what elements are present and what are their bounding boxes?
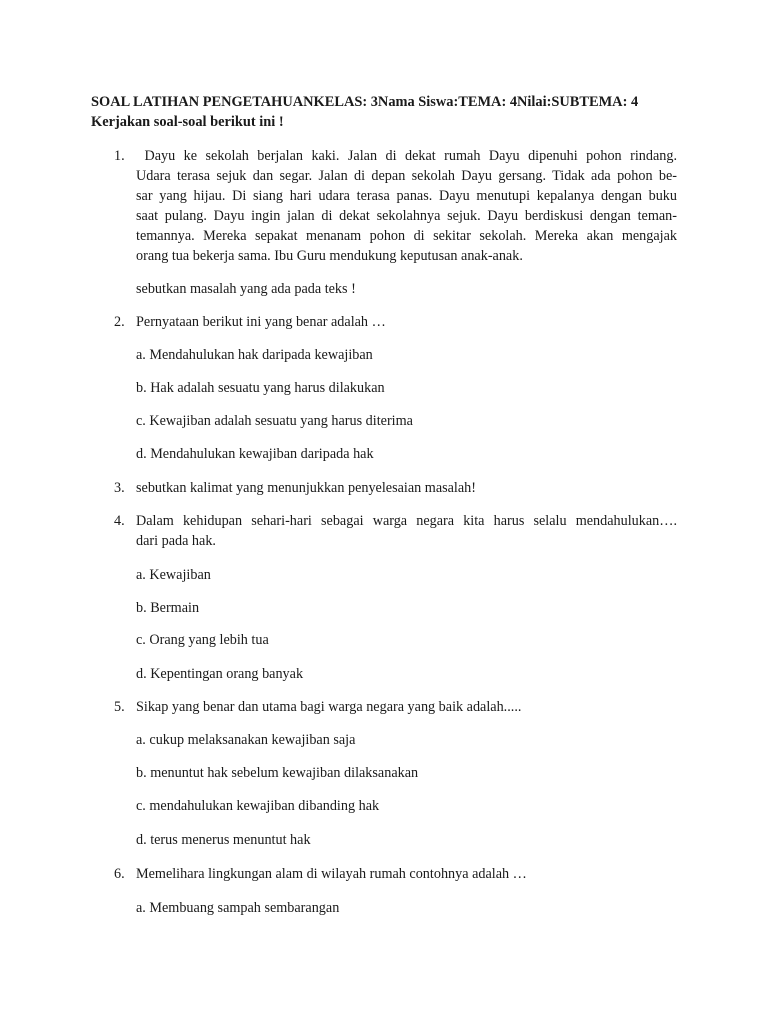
passage-line: orang tua bekerja sama. Ibu Guru mendukung keputusan anak-anak. — [136, 248, 523, 264]
question-text: Memelihara lingkungan alam di wilayah rumah contohnya adalah … — [136, 866, 527, 882]
answer-option: d. Mendahulukan kewajiban daripada hak — [136, 446, 374, 462]
answer-option: a. Mendahulukan hak daripada kewajiban — [136, 347, 373, 363]
question-number: 6. — [114, 866, 125, 882]
passage-line: sar yang hijau. Di siang hari udara terasa panas. Dayu menutupi kepalanya dengan buku — [136, 188, 677, 204]
passage-line: Dayu ke sekolah berjalan kaki. Jalan di dekat rumah Dayu dipenuhi pohon rindang. — [136, 148, 677, 164]
question-passage — [136, 146, 677, 266]
question-number: 2. — [114, 314, 125, 330]
question-prompt: sebutkan masalah yang ada pada teks ! — [136, 281, 356, 297]
answer-option: b. Hak adalah sesuatu yang harus dilakukan — [136, 380, 385, 396]
question-text — [136, 511, 677, 551]
question-text: Sikap yang benar dan utama bagi warga negara yang baik adalah..... — [136, 699, 522, 715]
question-text: Pernyataan berikut ini yang benar adalah … — [136, 314, 386, 330]
answer-option: b. menuntut hak sebelum kewajiban dilaksanakan — [136, 765, 419, 781]
question-line: Dalam kehidupan sehari-hari sebagai warga negara kita harus selalu mendahulukan…. — [136, 513, 677, 529]
answer-option: c. Kewajiban adalah sesuatu yang harus diterima — [136, 413, 413, 429]
passage-line: saat pulang. Dayu ingin jalan di dekat sekolahnya sejuk. Dayu berdiskusi dengan teman- — [136, 208, 677, 224]
question-number: 3. — [114, 480, 125, 496]
answer-option: c. Orang yang lebih tua — [136, 632, 269, 648]
answer-option: b. Bermain — [136, 600, 200, 616]
question-text: sebutkan kalimat yang menunjukkan penyelesaian masalah! — [136, 480, 476, 496]
question-number: 5. — [114, 699, 125, 715]
question-number: 4. — [114, 513, 125, 529]
answer-option: a. Membuang sampah sembarangan — [136, 900, 340, 916]
worksheet-heading — [91, 92, 691, 132]
question-line: dari pada hak. — [136, 533, 216, 549]
passage-line: temannya. Mereka sepakat menanam pohon di sekitar sekolah. Mereka akan mengajak — [136, 228, 677, 244]
worksheet-instruction: Kerjakan soal-soal berikut ini ! — [91, 114, 284, 130]
worksheet-title: SOAL LATIHAN PENGETAHUANKELAS: 3Nama Siswa:TEMA: 4Nilai:SUBTEMA: 4 — [91, 94, 639, 110]
answer-option: c. mendahulukan kewajiban dibanding hak — [136, 798, 380, 814]
question-number: 1. — [114, 148, 125, 164]
answer-option: a. cukup melaksanakan kewajiban saja — [136, 732, 356, 748]
answer-option: d. Kepentingan orang banyak — [136, 666, 304, 682]
passage-line: Udara terasa sejuk dan segar. Jalan di depan sekolah Dayu gersang. Tidak ada pohon be- — [136, 168, 677, 184]
answer-option: d. terus menerus menuntut hak — [136, 832, 311, 848]
answer-option: a. Kewajiban — [136, 567, 211, 583]
